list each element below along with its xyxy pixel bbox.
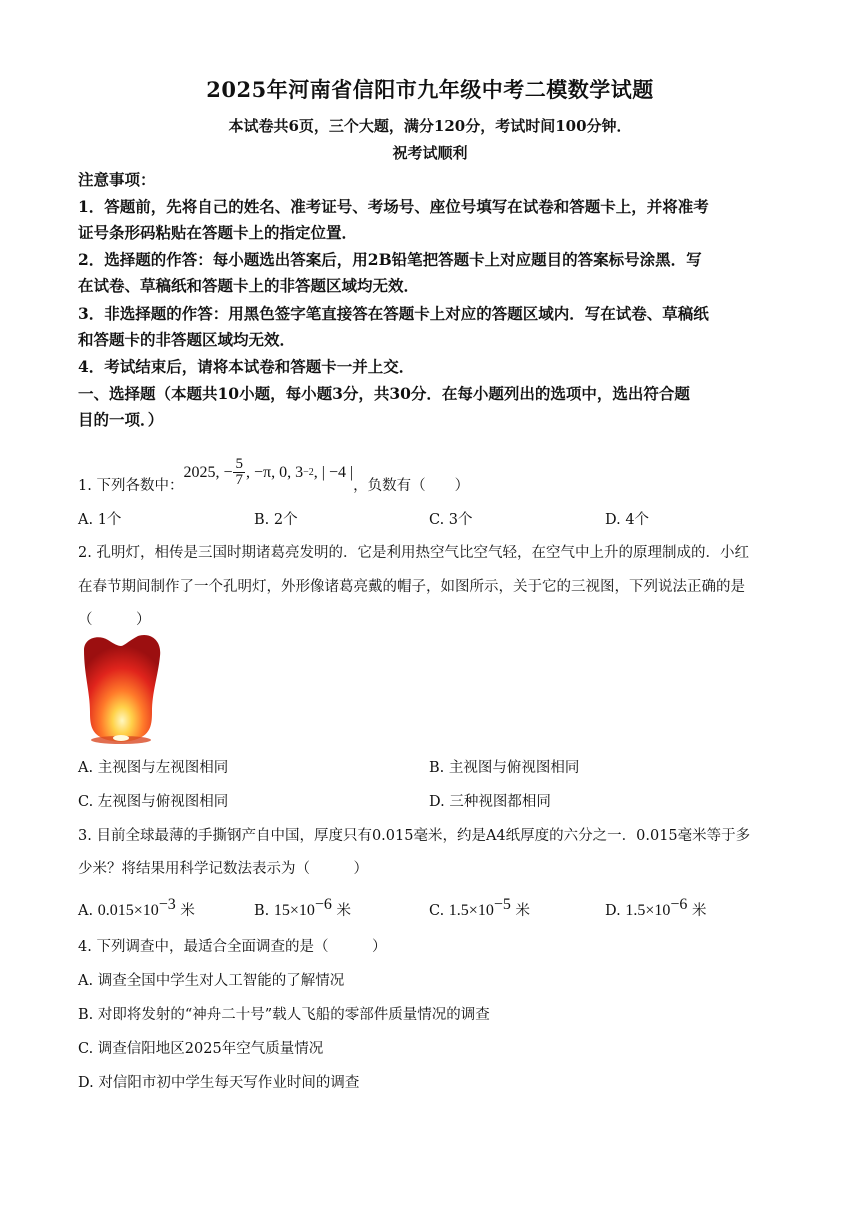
option-a: A. 主视图与左视图相同 xyxy=(78,760,229,776)
sky-lantern-image xyxy=(78,632,164,748)
option-d: D. 对信阳市初中学生每天写作业时间的调查 xyxy=(78,1075,360,1091)
option-base: 0.015×10 xyxy=(97,901,159,919)
question-2-line: 在春节期间制作了一个孔明灯，外形像诸葛亮戴的帽子，如图所示，关于它的三视图，下列说法正确的是 xyxy=(78,579,745,595)
section-heading: 一、选择题（本题共10小题，每小题3分，共30分．在每小题列出的选项中，选出符合题 xyxy=(78,384,690,403)
option-label: A. xyxy=(78,902,94,919)
note-line: 和答题卡的非答题区域均无效． xyxy=(78,330,296,349)
exam-info: 本试卷共6页，三个大题，满分120分，考试时间100分钟． xyxy=(228,117,632,135)
option-exponent: −6 xyxy=(670,896,688,913)
fraction-numerator: 5 xyxy=(235,456,243,472)
option-c: C. 左视图与俯视图相同 xyxy=(78,794,229,810)
note-line: 证号条形码粘贴在答题卡上的指定位置． xyxy=(78,223,358,242)
notes-heading: 注意事项： xyxy=(78,170,156,189)
fraction-denominator: 7 xyxy=(235,472,243,488)
page-title: 2025年河南省信阳市九年级中考二模数学试题 xyxy=(206,77,654,102)
option-c: C. 3个 xyxy=(429,512,473,528)
option-label: C. xyxy=(429,902,445,919)
option-b: B. 对即将发射的“神舟二十号”载人飞船的零部件质量情况的调查 xyxy=(78,1007,490,1023)
q1-fraction xyxy=(233,457,245,488)
note-line: 4．考试结束后，请将本试卷和答题卡一并上交． xyxy=(78,357,415,376)
section-heading-cont: 目的一项．） xyxy=(78,410,164,429)
option-base: 15×10 xyxy=(273,901,315,919)
question-3-line: 少米？将结果用科学记数法表示为（ ） xyxy=(78,861,368,877)
q1-math-mid: , −π, 0, 3 xyxy=(245,463,304,481)
option-unit: 米 xyxy=(692,902,707,919)
q1-exponent: −2 xyxy=(303,467,314,478)
option-base: 1.5×10 xyxy=(625,901,671,919)
option-exponent: −6 xyxy=(314,896,332,913)
option-label: B. xyxy=(254,902,270,919)
note-line: 在试卷、草稿纸和答题卡上的非答题区域均无效． xyxy=(78,276,420,295)
option-d xyxy=(605,896,707,920)
option-unit: 米 xyxy=(515,902,530,919)
note-line: 1．答题前，先将自己的姓名、准考证号、考场号、座位号填写在试卷和答题卡上，并将准考 xyxy=(78,197,709,216)
q1-math-tail: , | −4 | xyxy=(313,463,354,481)
question-2-line: 2. 孔明灯，相传是三国时期诸葛亮发明的．它是利用热空气比空气轻，在空气中上升的原理制成的．小红 xyxy=(78,545,749,561)
option-exponent: −5 xyxy=(493,896,511,913)
q1-math-lead: 2025, − xyxy=(183,463,233,481)
option-c: C. 调查信阳地区2025年空气质量情况 xyxy=(78,1041,324,1057)
option-b: B. 主视图与俯视图相同 xyxy=(429,760,580,776)
note-line: 2．选择题的作答：每小题选出答案后，用2B铅笔把答题卡上对应题目的答案标号涂黑．写 xyxy=(78,250,702,269)
note-line: 3．非选择题的作答：用黑色签字笔直接答在答题卡上对应的答题区域内．写在试卷、草稿纸 xyxy=(78,304,709,323)
option-b xyxy=(254,896,351,920)
option-a xyxy=(78,896,195,920)
q1-numbers xyxy=(183,457,353,488)
option-d: D. 三种视图都相同 xyxy=(429,794,551,810)
option-c xyxy=(429,896,530,920)
q1-suffix: ，负数有（ ） xyxy=(353,478,470,494)
option-unit: 米 xyxy=(336,902,352,919)
question-2-line: （ ） xyxy=(78,612,151,628)
good-luck-text: 祝考试顺利 xyxy=(392,144,468,162)
option-unit: 米 xyxy=(180,902,195,919)
question-3-line: 3. 目前全球最薄的手撕钢产自中国，厚度只有0.015毫米，约是A4纸厚度的六分之一．0.015毫米等于多 xyxy=(78,828,751,844)
option-d: D. 4个 xyxy=(605,512,650,528)
q1-prefix: 1. 下列各数中： xyxy=(78,478,184,494)
option-base: 1.5×10 xyxy=(448,901,494,919)
option-label: D. xyxy=(605,902,621,919)
option-exponent: −3 xyxy=(158,896,176,913)
option-a: A. 1个 xyxy=(78,512,122,528)
option-a: A. 调查全国中学生对人工智能的了解情况 xyxy=(78,973,345,989)
option-b: B. 2个 xyxy=(254,512,298,528)
question-4-stem: 4. 下列调查中，最适合全面调查的是（ ） xyxy=(78,939,387,955)
question-1 xyxy=(78,454,469,495)
